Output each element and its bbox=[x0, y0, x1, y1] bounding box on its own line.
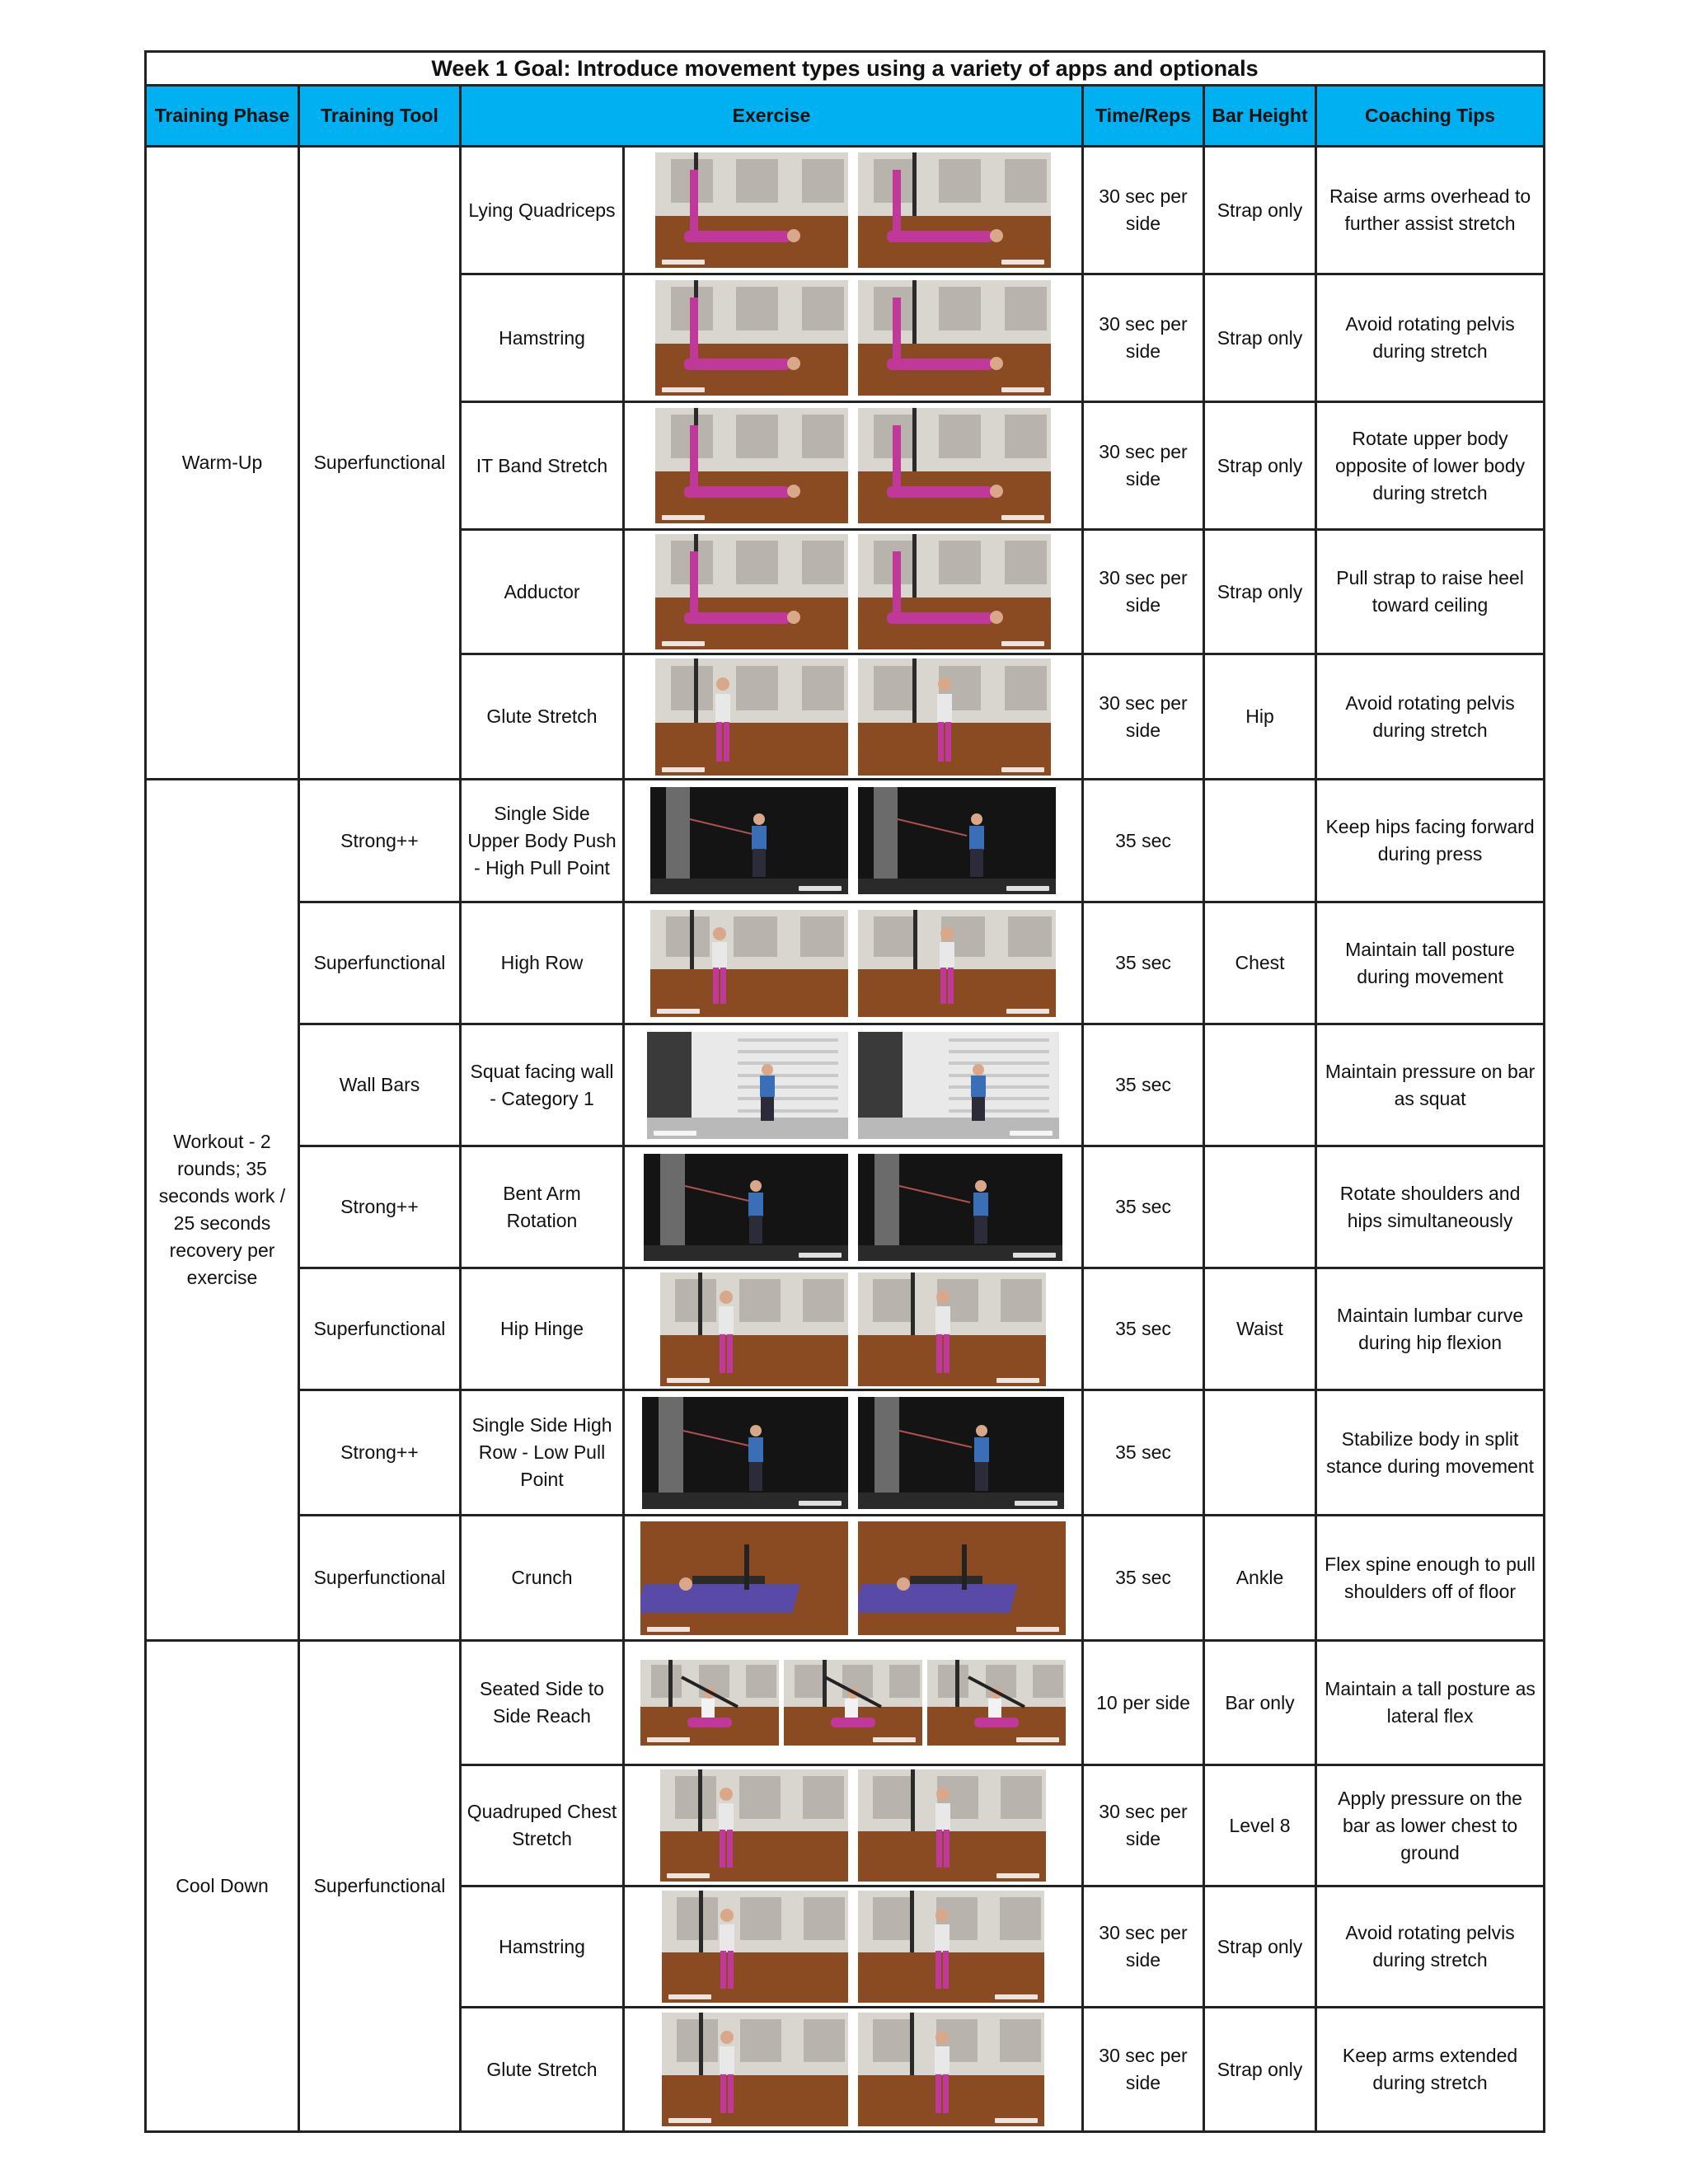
exercise-photo bbox=[858, 1272, 1046, 1386]
table-row bbox=[146, 1268, 1545, 1390]
header-training-tool: Training Tool bbox=[299, 86, 461, 147]
phase-cell-workout: Workout - 2 rounds; 35 seconds work / 25 seconds recovery per exercise bbox=[146, 780, 299, 1641]
table-row bbox=[146, 1390, 1545, 1516]
brand-logo-icon bbox=[799, 886, 842, 891]
header-training-phase: Training Phase bbox=[146, 86, 299, 147]
tool-cell: Superfunctional bbox=[299, 1516, 461, 1641]
exercise-photo bbox=[642, 1397, 848, 1509]
coaching-tip: Stabilize body in split stance during movement bbox=[1316, 1390, 1545, 1516]
coaching-tip: Rotate shoulders and hips simultaneously bbox=[1316, 1146, 1545, 1268]
coaching-tip: Rotate upper body opposite of lower body during stretch bbox=[1316, 402, 1545, 530]
exercise-photo bbox=[858, 1032, 1059, 1139]
exercise-images bbox=[624, 1146, 1083, 1268]
exercise-images bbox=[624, 1268, 1083, 1390]
time-reps-value: 30 sec per side bbox=[1083, 1765, 1204, 1886]
exercise-images bbox=[624, 1024, 1083, 1146]
exercise-photo bbox=[660, 1272, 848, 1386]
header-coaching-tips: Coaching Tips bbox=[1316, 86, 1545, 147]
exercise-photo bbox=[644, 1154, 848, 1261]
coaching-tip: Keep arms extended during stretch bbox=[1316, 2008, 1545, 2132]
brand-logo-icon bbox=[654, 1131, 696, 1136]
bar-height-value: Strap only bbox=[1204, 2008, 1316, 2132]
phase-cell-cooldown: Cool Down bbox=[146, 1641, 299, 2132]
brand-logo-icon bbox=[996, 1873, 1039, 1878]
exercise-photo bbox=[858, 2013, 1044, 2126]
exercise-photo bbox=[640, 1660, 779, 1746]
exercise-images bbox=[624, 780, 1083, 902]
time-reps-value: 35 sec bbox=[1083, 902, 1204, 1024]
time-reps-value: 30 sec per side bbox=[1083, 274, 1204, 402]
exercise-photo bbox=[640, 1521, 848, 1635]
exercise-images bbox=[624, 902, 1083, 1024]
header-bar-height: Bar Height bbox=[1204, 86, 1316, 147]
exercise-photo bbox=[650, 910, 848, 1017]
exercise-images bbox=[624, 1516, 1083, 1641]
table-row bbox=[146, 780, 1545, 902]
bar-height-value bbox=[1204, 1146, 1316, 1268]
bar-height-value: Strap only bbox=[1204, 530, 1316, 654]
exercise-name: Glute Stretch bbox=[461, 654, 624, 780]
coaching-tip: Maintain a tall posture as lateral flex bbox=[1316, 1641, 1545, 1765]
exercise-photo bbox=[858, 1769, 1046, 1882]
exercise-name: Quadruped Chest Stretch bbox=[461, 1765, 624, 1886]
coaching-tip: Avoid rotating pelvis during stretch bbox=[1316, 654, 1545, 780]
coaching-tip: Flex spine enough to pull shoulders off of floor bbox=[1316, 1516, 1545, 1641]
header-row bbox=[146, 86, 1545, 147]
bar-height-value: Strap only bbox=[1204, 1886, 1316, 2008]
brand-logo-icon bbox=[662, 515, 705, 520]
brand-logo-icon bbox=[662, 641, 705, 646]
exercise-name: Single Side Upper Body Push - High Pull Point bbox=[461, 780, 624, 902]
tool-cell: Superfunctional bbox=[299, 1268, 461, 1390]
exercise-images bbox=[624, 654, 1083, 780]
bar-height-value: Hip bbox=[1204, 654, 1316, 780]
exercise-name: Single Side High Row - Low Pull Point bbox=[461, 1390, 624, 1516]
exercise-photo bbox=[655, 534, 848, 649]
exercise-photo bbox=[662, 1891, 848, 2003]
exercise-photo bbox=[858, 534, 1051, 649]
time-reps-value: 30 sec per side bbox=[1083, 2008, 1204, 2132]
workout-table bbox=[144, 50, 1545, 2133]
time-reps-value: 35 sec bbox=[1083, 1268, 1204, 1390]
brand-logo-icon bbox=[1016, 1737, 1059, 1742]
table-row bbox=[146, 902, 1545, 1024]
time-reps-value: 10 per side bbox=[1083, 1641, 1204, 1765]
exercise-images bbox=[624, 2008, 1083, 2132]
exercise-name: Hamstring bbox=[461, 274, 624, 402]
brand-logo-icon bbox=[647, 1737, 690, 1742]
exercise-name: Hip Hinge bbox=[461, 1268, 624, 1390]
brand-logo-icon bbox=[1001, 387, 1044, 392]
exercise-photo bbox=[858, 1397, 1064, 1509]
tool-cell: Strong++ bbox=[299, 780, 461, 902]
table-row bbox=[146, 1024, 1545, 1146]
brand-logo-icon bbox=[667, 1873, 710, 1878]
exercise-photo bbox=[858, 1891, 1044, 2003]
tool-cell: Strong++ bbox=[299, 1390, 461, 1516]
coaching-tip: Apply pressure on the bar as lower chest to ground bbox=[1316, 1765, 1545, 1886]
brand-logo-icon bbox=[1001, 641, 1044, 646]
table-row bbox=[146, 1641, 1545, 1765]
brand-logo-icon bbox=[668, 1994, 711, 1999]
exercise-name: Hamstring bbox=[461, 1886, 624, 2008]
time-reps-value: 30 sec per side bbox=[1083, 654, 1204, 780]
tool-cell: Superfunctional bbox=[299, 902, 461, 1024]
exercise-name: Seated Side to Side Reach bbox=[461, 1641, 624, 1765]
exercise-name: Adductor bbox=[461, 530, 624, 654]
brand-logo-icon bbox=[657, 1009, 700, 1014]
exercise-images bbox=[624, 402, 1083, 530]
exercise-images bbox=[624, 530, 1083, 654]
exercise-name: Bent Arm Rotation bbox=[461, 1146, 624, 1268]
time-reps-value: 30 sec per side bbox=[1083, 402, 1204, 530]
exercise-images bbox=[624, 1641, 1083, 1765]
brand-logo-icon bbox=[1015, 1501, 1057, 1506]
brand-logo-icon bbox=[1006, 886, 1049, 891]
exercise-images bbox=[624, 1765, 1083, 1886]
bar-height-value: Level 8 bbox=[1204, 1765, 1316, 1886]
brand-logo-icon bbox=[799, 1253, 842, 1258]
exercise-images bbox=[624, 147, 1083, 274]
exercise-photo bbox=[858, 658, 1051, 776]
brand-logo-icon bbox=[1001, 767, 1044, 772]
header-time-reps: Time/Reps bbox=[1083, 86, 1204, 147]
brand-logo-icon bbox=[1006, 1009, 1049, 1014]
exercise-photo bbox=[655, 658, 848, 776]
exercise-name: Squat facing wall - Category 1 bbox=[461, 1024, 624, 1146]
coaching-tip: Keep hips facing forward during press bbox=[1316, 780, 1545, 902]
time-reps-value: 35 sec bbox=[1083, 1390, 1204, 1516]
brand-logo-icon bbox=[647, 1627, 690, 1632]
time-reps-value: 30 sec per side bbox=[1083, 147, 1204, 274]
title-row bbox=[146, 52, 1545, 86]
bar-height-value: Strap only bbox=[1204, 402, 1316, 530]
time-reps-value: 35 sec bbox=[1083, 1516, 1204, 1641]
exercise-photo bbox=[858, 152, 1051, 268]
exercise-images bbox=[624, 274, 1083, 402]
tool-cell: Superfunctional bbox=[299, 147, 461, 780]
exercise-images bbox=[624, 1390, 1083, 1516]
brand-logo-icon bbox=[996, 1378, 1039, 1383]
exercise-photo bbox=[858, 408, 1051, 523]
exercise-photo bbox=[655, 152, 848, 268]
exercise-photo bbox=[858, 1154, 1062, 1261]
page-title: Week 1 Goal: Introduce movement types using a variety of apps and optionals bbox=[146, 52, 1545, 86]
exercise-name: Crunch bbox=[461, 1516, 624, 1641]
coaching-tip: Avoid rotating pelvis during stretch bbox=[1316, 1886, 1545, 2008]
exercise-name: High Row bbox=[461, 902, 624, 1024]
bar-height-value bbox=[1204, 1390, 1316, 1516]
exercise-photo bbox=[858, 787, 1056, 894]
exercise-photo bbox=[660, 1769, 848, 1882]
time-reps-value: 30 sec per side bbox=[1083, 1886, 1204, 2008]
tool-cell: Strong++ bbox=[299, 1146, 461, 1268]
brand-logo-icon bbox=[995, 1994, 1038, 1999]
table-row bbox=[146, 147, 1545, 274]
coaching-tip: Raise arms overhead to further assist stretch bbox=[1316, 147, 1545, 274]
brand-logo-icon bbox=[799, 1501, 842, 1506]
coaching-tip: Maintain lumbar curve during hip flexion bbox=[1316, 1268, 1545, 1390]
bar-height-value bbox=[1204, 1024, 1316, 1146]
exercise-photo bbox=[655, 280, 848, 396]
brand-logo-icon bbox=[995, 2118, 1038, 2123]
exercise-photo bbox=[858, 1521, 1066, 1635]
bar-height-value: Chest bbox=[1204, 902, 1316, 1024]
coaching-tip: Pull strap to raise heel toward ceiling bbox=[1316, 530, 1545, 654]
brand-logo-icon bbox=[1010, 1131, 1053, 1136]
brand-logo-icon bbox=[662, 387, 705, 392]
coaching-tip: Maintain pressure on bar as squat bbox=[1316, 1024, 1545, 1146]
brand-logo-icon bbox=[667, 1378, 710, 1383]
brand-logo-icon bbox=[668, 2118, 711, 2123]
bar-height-value bbox=[1204, 780, 1316, 902]
exercise-photo bbox=[927, 1660, 1066, 1746]
bar-height-value: Waist bbox=[1204, 1268, 1316, 1390]
header-exercise: Exercise bbox=[461, 86, 1083, 147]
exercise-photo bbox=[784, 1660, 922, 1746]
brand-logo-icon bbox=[1001, 515, 1044, 520]
brand-logo-icon bbox=[1013, 1253, 1056, 1258]
tool-cell: Wall Bars bbox=[299, 1024, 461, 1146]
bar-height-value: Bar only bbox=[1204, 1641, 1316, 1765]
brand-logo-icon bbox=[662, 260, 705, 265]
table-row bbox=[146, 1146, 1545, 1268]
brand-logo-icon bbox=[1001, 260, 1044, 265]
exercise-name: Lying Quadriceps bbox=[461, 147, 624, 274]
exercise-photo bbox=[858, 280, 1051, 396]
exercise-photo bbox=[858, 910, 1056, 1017]
phase-cell-warmup: Warm-Up bbox=[146, 147, 299, 780]
bar-height-value: Strap only bbox=[1204, 274, 1316, 402]
tool-cell: Superfunctional bbox=[299, 1641, 461, 2132]
brand-logo-icon bbox=[873, 1737, 916, 1742]
time-reps-value: 30 sec per side bbox=[1083, 530, 1204, 654]
coaching-tip: Avoid rotating pelvis during stretch bbox=[1316, 274, 1545, 402]
time-reps-value: 35 sec bbox=[1083, 780, 1204, 902]
bar-height-value: Ankle bbox=[1204, 1516, 1316, 1641]
exercise-photo bbox=[647, 1032, 848, 1139]
exercise-photo bbox=[662, 2013, 848, 2126]
exercise-photo bbox=[650, 787, 848, 894]
workout-plan-sheet bbox=[144, 50, 1543, 2133]
time-reps-value: 35 sec bbox=[1083, 1024, 1204, 1146]
bar-height-value: Strap only bbox=[1204, 147, 1316, 274]
exercise-photo bbox=[655, 408, 848, 523]
coaching-tip: Maintain tall posture during movement bbox=[1316, 902, 1545, 1024]
table-row bbox=[146, 1516, 1545, 1641]
brand-logo-icon bbox=[1016, 1627, 1059, 1632]
brand-logo-icon bbox=[662, 767, 705, 772]
exercise-name: IT Band Stretch bbox=[461, 402, 624, 530]
exercise-images bbox=[624, 1886, 1083, 2008]
exercise-name: Glute Stretch bbox=[461, 2008, 624, 2132]
time-reps-value: 35 sec bbox=[1083, 1146, 1204, 1268]
